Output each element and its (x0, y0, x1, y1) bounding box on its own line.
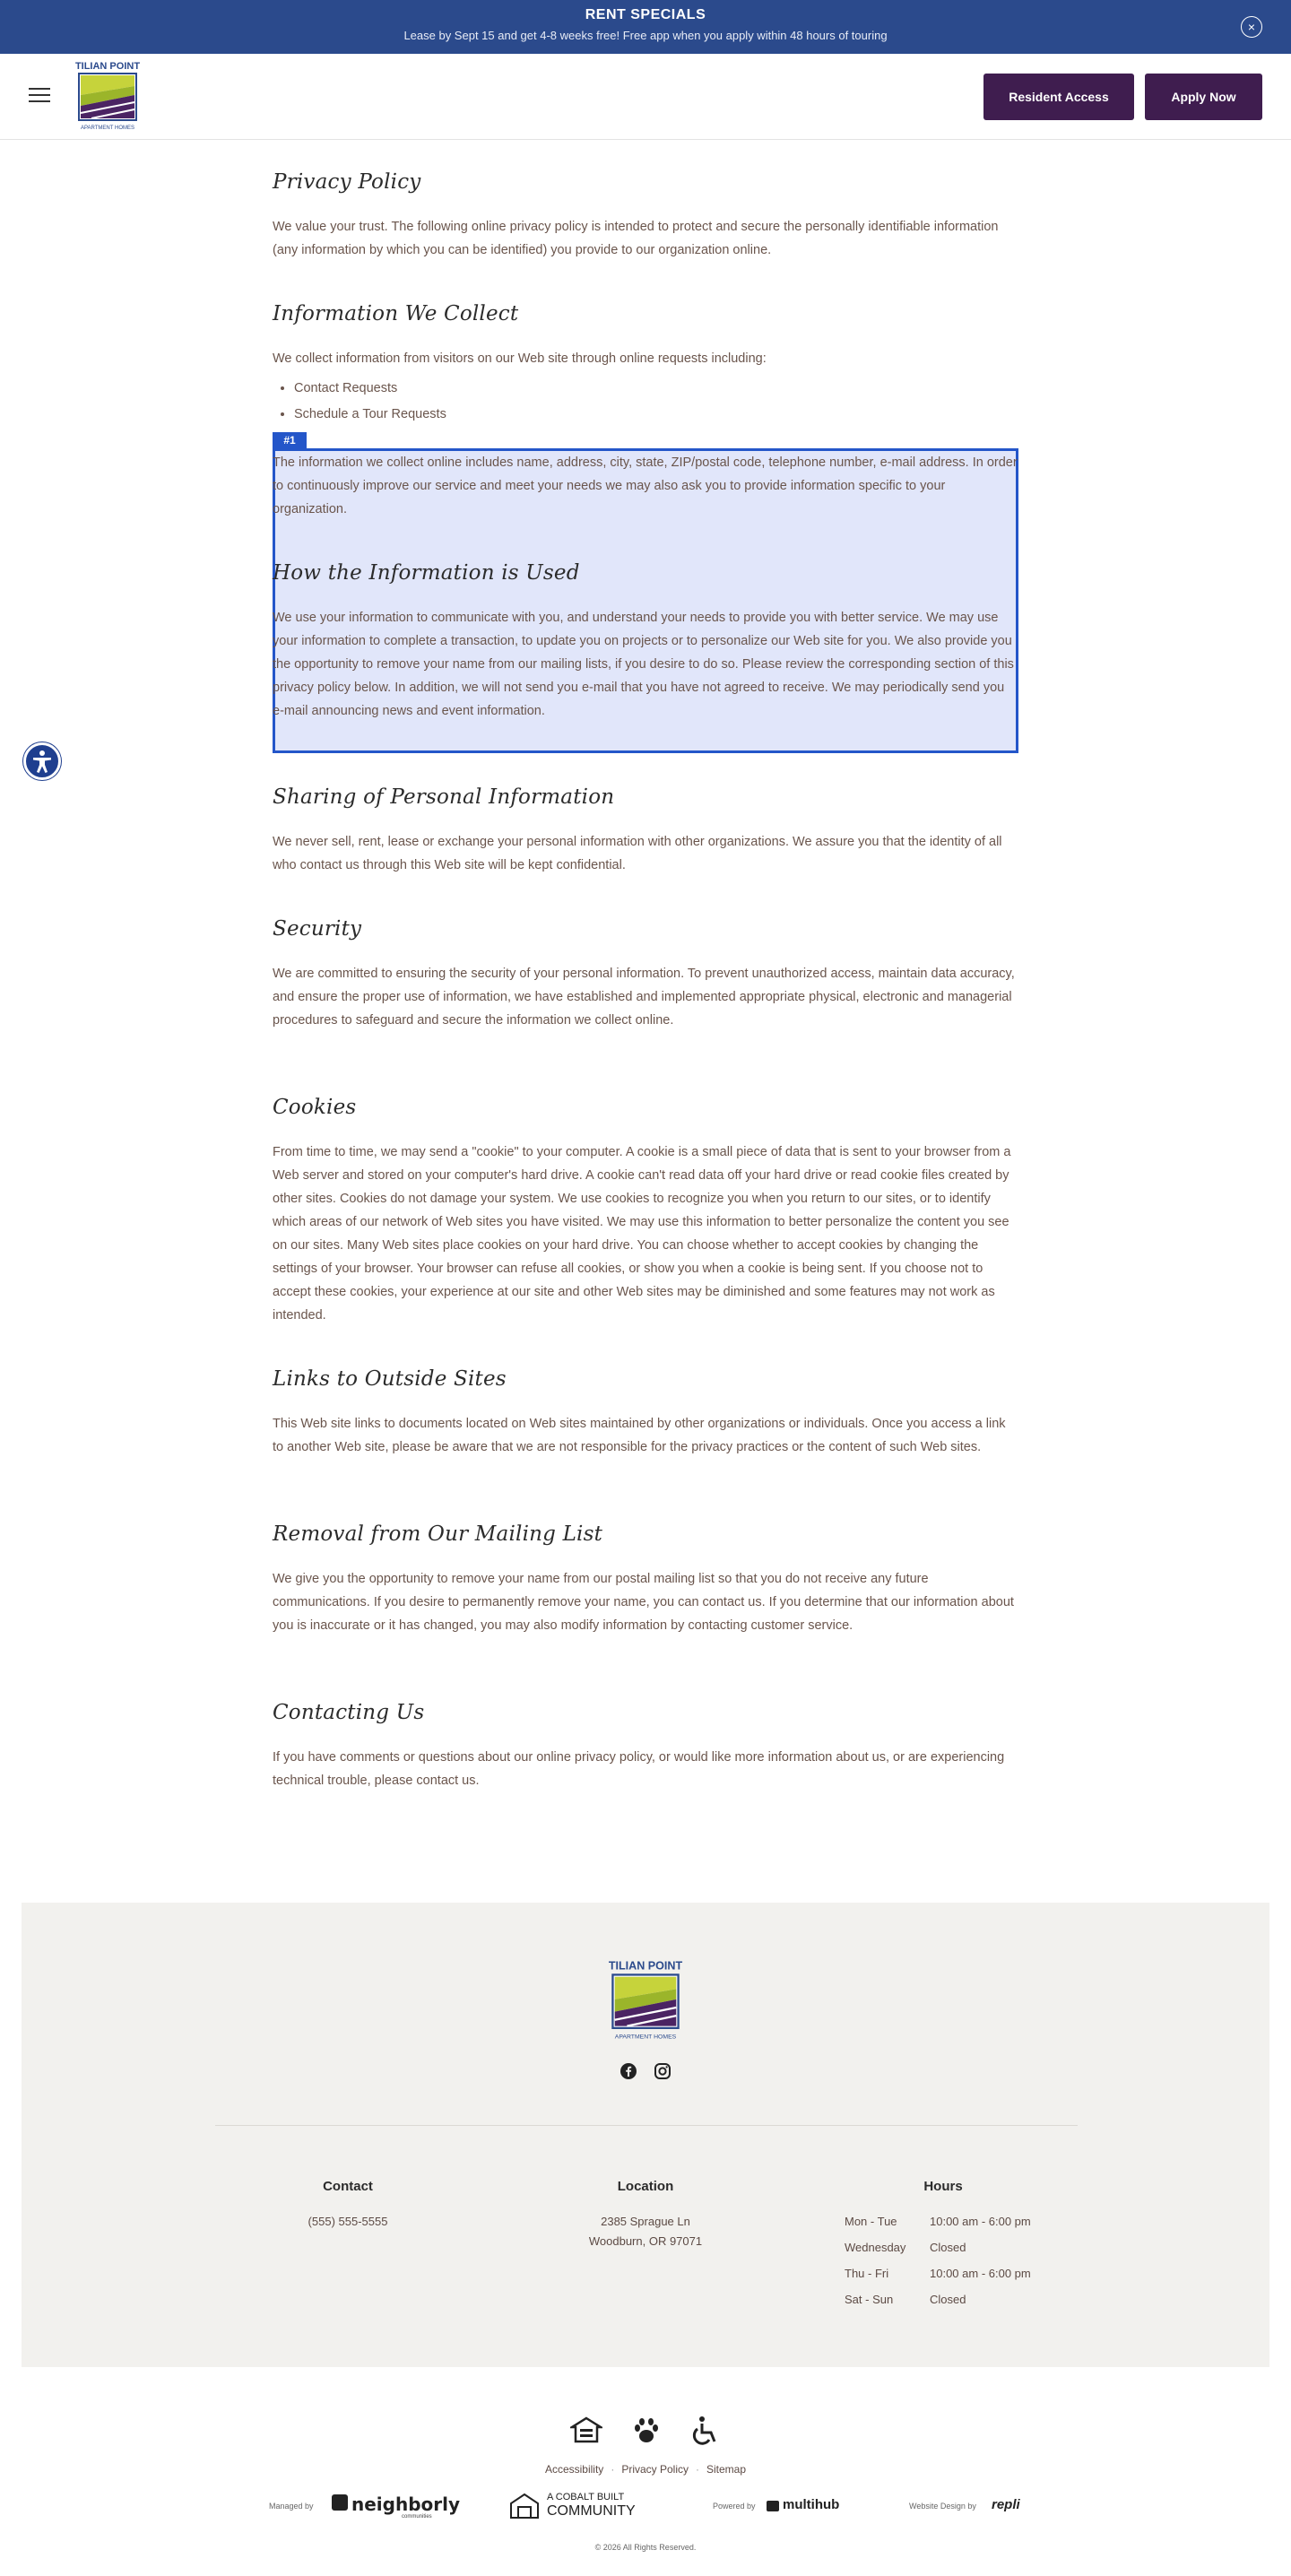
removal-section (273, 1522, 1018, 1637)
sharing-text: We never sell, rent, lease or exchange your personal information with other organizations. We assure you that the identity of all who contact us through this Web site will be kept confidential. (273, 835, 1002, 872)
logo-text-top: TILIAN POINT (74, 61, 141, 72)
collect-section (273, 302, 1018, 428)
design-by-label: Website Design by (909, 2502, 976, 2511)
used-text: We use your information to communicate with you, and understand your needs to provide you with better service. We may use your information to complete a transaction, to update you on projects or to personalize our Web site for you. We also provide you the opportunity to remove your name from our mailing lists, if you desire to do so. Please review the corresponding section of this privacy policy below. In addition, we will not send you e-mail that you have not agreed to receive. We may periodically send you e-mail announcing news and event information. (273, 611, 1014, 718)
collect-list (294, 376, 1018, 428)
security-text: We are committed to ensuring the security of your personal information. To prevent unauthorized access, maintain data accuracy, and ensure the proper use of information, we have established and implemented appropriate physical, electronic and managerial procedures to safeguard and secure the information we collect online. (273, 967, 1015, 1028)
links-title: Links to Outside Sites (273, 1367, 507, 1391)
hours-day: Wednesday (845, 2241, 906, 2254)
links-section (273, 1367, 1018, 1459)
sitemap-link[interactable]: Sitemap (706, 2463, 747, 2476)
site-footer (22, 1903, 1269, 2367)
copyright: © 2026 All Rights Reserved. (594, 2543, 697, 2552)
contacting-section (273, 1701, 1018, 1792)
apply-now-button[interactable]: Apply Now (1145, 74, 1262, 120)
cookies-title: Cookies (273, 1096, 357, 1119)
cobalt-logo-bottom: COMMUNITY (547, 2503, 636, 2519)
links-text: This Web site links to documents located on Web sites maintained by other organizations or individuals. Once you access a link to another Web site, please be aware that we are not responsible for the privacy practices or the content of such Web sites. (273, 1417, 1006, 1454)
multihub-logo[interactable]: multihub (783, 2497, 840, 2512)
hours-day: Sat - Sun (845, 2293, 894, 2306)
hours-time: Closed (930, 2293, 966, 2306)
menu-icon[interactable] (29, 88, 50, 104)
wheelchair-accessible-icon (689, 2415, 722, 2447)
accessibility-icon[interactable] (23, 742, 61, 780)
banner-text: Lease by Sept 15 and get 4-8 weeks free! Free app when you apply within 48 hours of touring (403, 29, 888, 42)
footer-logo-text-bottom: APARTMENT HOMES (614, 2034, 677, 2041)
banner-title: RENT SPECIALS (585, 7, 706, 22)
footer-divider (215, 2125, 1078, 2126)
list-item: • Contact Requests (294, 376, 1018, 402)
collect-detail (273, 451, 1018, 521)
neighborly-logo-icon (332, 2494, 348, 2511)
contact-title: Contact (323, 2179, 373, 2194)
hours-day: Mon - Tue (845, 2215, 897, 2228)
address-line-1: 2385 Sprague Ln (601, 2215, 690, 2228)
hours-time: Closed (930, 2241, 966, 2254)
cobalt-logo-icon (509, 2493, 540, 2520)
privacy-text: We value your trust. The following online privacy policy is intended to protect and secure the personally identifiable information (any information by which you can be identified) you provide to our organization online. (273, 220, 999, 257)
collect-text: We collect information from visitors on our Web site through online requests including: (273, 351, 767, 366)
highlight-tag: #1 (273, 432, 307, 448)
rent-specials-banner (0, 0, 1291, 54)
contacting-title: Contacting Us (273, 1701, 425, 1724)
cookies-text: From time to time, we may send a "cookie" to your computer. A cookie is a small piece of data that is sent to your browser from a Web server and stored on your computer's hard drive. A cookie can't read data off your hard drive or read cookie files created by other sites. Cookies do not damage your system. We use cookies to recognize you when you return to our sites, or to identify which areas of our network of Web sites you have visited. We may use this information to better personalize the content you see on our sites. Many Web sites place cookies on your hard drive. You can choose whether to accept cookies by changing the settings of your browser. Your browser can refuse all cookies, or show you when a cookie is being sent. If you choose not to accept these cookies, your experience at our site and other Web sites may be diminished and some features may not work as intended. (273, 1145, 1011, 1323)
neighborly-logo[interactable]: neighborly (351, 2494, 461, 2515)
removal-title: Removal from Our Mailing List (273, 1522, 603, 1546)
location-title: Location (617, 2179, 674, 2194)
sharing-title: Sharing of Personal Information (273, 785, 615, 809)
hours-title: Hours (923, 2179, 963, 2194)
managed-by-label: Managed by (269, 2502, 314, 2511)
repli-logo[interactable]: repli (992, 2497, 1020, 2512)
removal-text: We give you the opportunity to remove your name from our postal mailing list so that you do not receive any future communications. If you desire to permanently remove your name, you can contact us. If you determine that our information about you is inaccurate or it has changed, you may also modify information by contacting customer service. (273, 1572, 1014, 1633)
hours-day: Thu - Fri (845, 2267, 889, 2280)
site-logo[interactable] (70, 59, 145, 133)
powered-by-label: Powered by (713, 2502, 756, 2511)
used-title: How the Information is Used (273, 561, 580, 585)
address-line-2: Woodburn, OR 97071 (588, 2234, 703, 2248)
hours-time: 10:00 am - 6:00 pm (930, 2267, 1031, 2280)
sharing-section (273, 785, 1018, 877)
resident-access-button[interactable]: Resident Access (983, 74, 1134, 120)
contact-phone[interactable]: (555) 555-5555 (308, 2215, 388, 2228)
accessibility-link[interactable]: Accessibility (544, 2463, 604, 2476)
hours-time: 10:00 am - 6:00 pm (930, 2215, 1031, 2228)
privacy-policy-link[interactable]: Privacy Policy (621, 2463, 689, 2476)
privacy-section (273, 170, 1018, 262)
security-title: Security (273, 917, 362, 941)
cookies-section (273, 1096, 1018, 1327)
security-section (273, 917, 1018, 1032)
pet-friendly-icon (630, 2415, 663, 2447)
list-item: • Schedule a Tour Requests (294, 402, 1018, 428)
collect-text-2: The information we collect online includes name, address, city, state, ZIP/postal code, telephone number, e-mail address. In order to continuously improve our service and meet your needs we may also ask you to provide information specific to your organization. (273, 455, 1018, 516)
used-section (273, 561, 1018, 723)
neighborly-sub: communities (402, 2514, 432, 2520)
site-header (0, 54, 1291, 140)
collect-title: Information We Collect (273, 302, 519, 325)
equal-housing-icon (570, 2415, 602, 2447)
logo-text-bottom: APARTMENT HOMES (80, 126, 135, 131)
privacy-title: Privacy Policy (273, 170, 421, 194)
bottom-links: Accessibility · Privacy Policy · Sitemap (544, 2463, 747, 2476)
multihub-logo-icon (767, 2501, 779, 2511)
close-icon[interactable]: × (1241, 16, 1262, 38)
cobalt-logo-top[interactable]: A COBALT BUILT (547, 2492, 625, 2502)
footer-logo-text-top: TILIAN POINT (608, 1959, 683, 1973)
contacting-text: If you have comments or questions about our online privacy policy, or would like more information about us, or are experiencing technical trouble, please contact us. (273, 1750, 1005, 1788)
instagram-icon[interactable] (654, 2062, 671, 2080)
footer-logo[interactable] (602, 1958, 689, 2043)
facebook-icon[interactable] (620, 2062, 637, 2080)
